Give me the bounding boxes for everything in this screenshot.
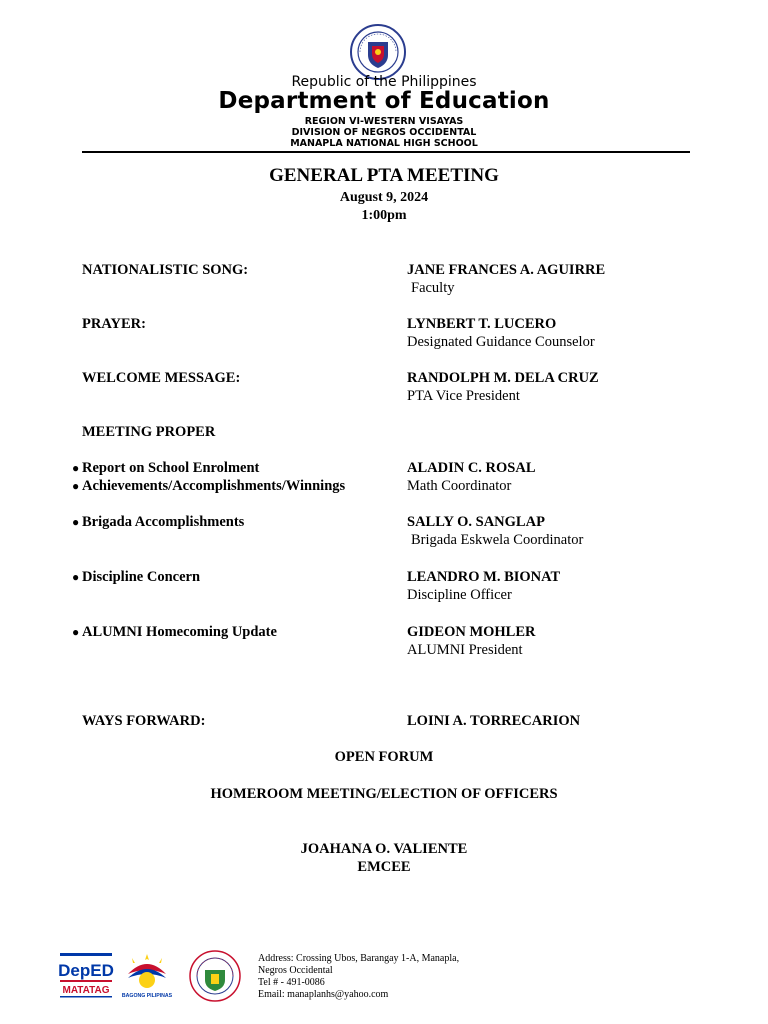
footer-contact	[258, 953, 459, 1001]
agenda-item-speaker: GIDEON MOHLER	[407, 624, 536, 640]
welcome-name: RANDOLPH M. DELA CRUZ	[407, 370, 599, 386]
division-line: DIVISION OF NEGROS OCCIDENTAL	[291, 127, 477, 138]
welcome-role: PTA Vice President	[407, 388, 520, 404]
nationalistic-song-label: NATIONALISTIC SONG:	[82, 262, 249, 278]
prayer-role: Designated Guidance Counselor	[407, 334, 595, 350]
meeting-time: 1:00pm	[361, 208, 407, 223]
bagong-pilipinas-logo-text: BAGONG PILIPINAS	[121, 993, 173, 999]
header-divider	[82, 151, 690, 153]
emcee-name: JOAHANA O. VALIENTE	[300, 841, 468, 857]
bullet-icon: ●	[72, 461, 80, 475]
deped-logo-text: DepED	[58, 961, 114, 980]
agenda-item: ● ALUMNI Homecoming Update	[72, 624, 277, 640]
agenda-item: ● Discipline Concern	[72, 569, 201, 585]
agenda-item-role: Brigada Eskwela Coordinator	[411, 532, 584, 548]
agenda-item-speaker: LEANDRO M. BIONAT	[407, 569, 561, 585]
agenda-item-role: Discipline Officer	[407, 587, 512, 603]
welcome-label: WELCOME MESSAGE:	[82, 370, 241, 386]
prayer-name: LYNBERT T. LUCERO	[407, 316, 557, 332]
footer-email: Email: manaplanhs@yahoo.com	[258, 989, 389, 1000]
matatag-logo-text: MATATAG	[62, 985, 110, 996]
meeting-proper-heading: MEETING PROPER	[82, 424, 216, 440]
open-forum: OPEN FORUM	[334, 749, 434, 765]
republic-heading: Republic of the Philippines	[291, 74, 477, 90]
school-seal-logo	[189, 950, 241, 1002]
school-line: MANAPLA NATIONAL HIGH SCHOOL	[290, 138, 478, 149]
agenda-item: ● Report on School Enrolment	[72, 460, 260, 476]
emcee-title: EMCEE	[357, 859, 411, 875]
deped-matatag-logo	[58, 950, 114, 1002]
meeting-title: GENERAL PTA MEETING	[269, 165, 499, 186]
bagong-pilipinas-logo	[118, 950, 176, 1002]
deped-seal-icon	[350, 24, 406, 80]
ways-forward-name: LOINI A. TORRECARION	[407, 713, 581, 729]
bullet-icon: ●	[72, 570, 80, 584]
agenda-item-role: ALUMNI President	[407, 642, 523, 658]
footer-address-line2: Negros Occidental	[258, 965, 333, 976]
prayer-label: PRAYER:	[82, 316, 146, 332]
department-heading: Department of Education	[218, 88, 550, 114]
footer-tel: Tel # - 491-0086	[258, 977, 325, 988]
agenda-item-speaker: SALLY O. SANGLAP	[407, 514, 545, 530]
nationalistic-song-name: JANE FRANCES A. AGUIRRE	[407, 262, 606, 278]
meeting-date: August 9, 2024	[339, 190, 429, 205]
nationalistic-song-role: Faculty	[411, 280, 455, 296]
bullet-icon: ●	[72, 515, 80, 529]
agenda-item-role: Math Coordinator	[407, 478, 512, 494]
agenda-item-speaker: ALADIN C. ROSAL	[407, 460, 536, 476]
region-line: REGION VI-WESTERN VISAYAS	[304, 116, 464, 127]
bullet-icon: ●	[72, 479, 80, 493]
agenda-item: ● Brigada Accomplishments	[72, 514, 245, 530]
agenda-item: ● Achievements/Accomplishments/Winnings	[72, 478, 346, 494]
ways-forward-label: WAYS FORWARD:	[82, 713, 206, 729]
footer-address-line1: Address: Crossing Ubos, Barangay 1-A, Manapla,	[258, 953, 460, 964]
homeroom-meeting: HOMEROOM MEETING/ELECTION OF OFFICERS	[210, 786, 558, 802]
bullet-icon: ●	[72, 625, 80, 639]
